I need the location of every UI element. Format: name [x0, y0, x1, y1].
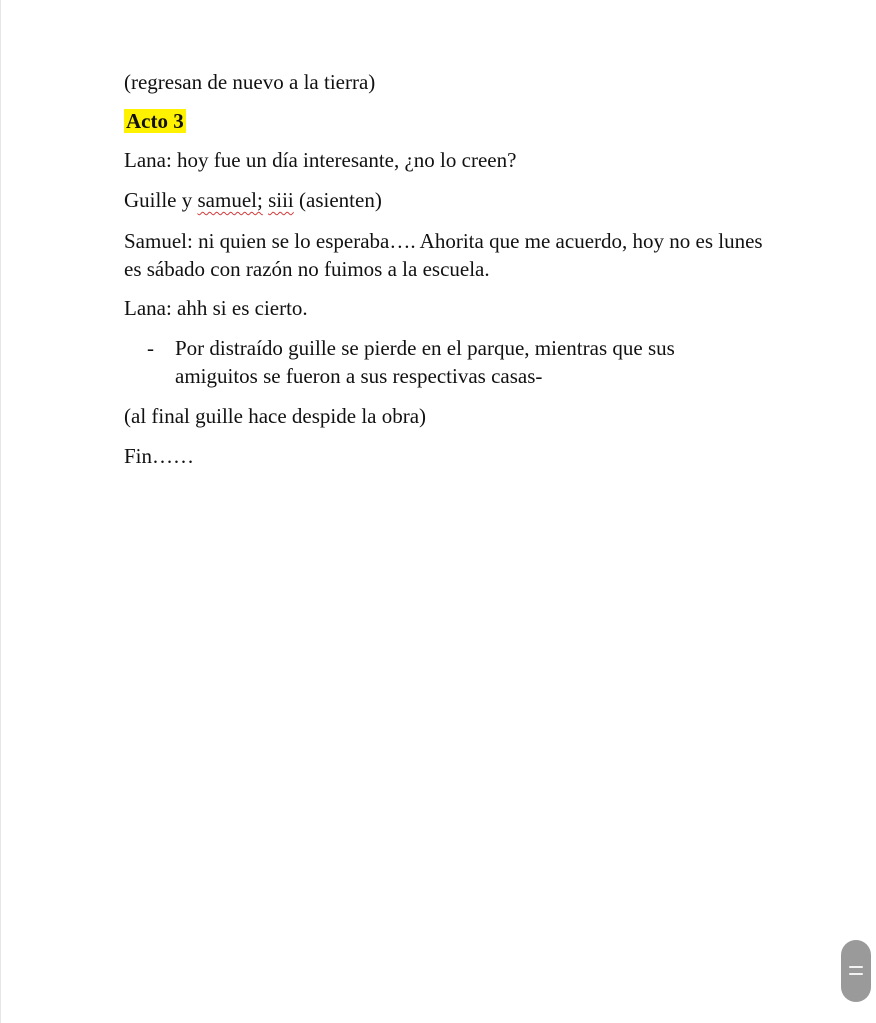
stage-direction-end: (al final guille hace despide la obra) [124, 404, 427, 428]
line-samuel: Samuel: ni quien se lo esperaba…. Ahorita que me acuerdo, hoy no es lunes es sábado con razón no fuimos a la escuela. [124, 229, 763, 281]
line-guille-samuel [124, 186, 382, 214]
line-lana-2: Lana: ahh si es cierto. [124, 296, 308, 320]
line-lana-1: Lana: hoy fue un día interesante, ¿no lo creen? [124, 148, 517, 172]
line-guille-samuel-prefix: Guille y [124, 188, 198, 212]
line-guille-samuel-suffix: (asienten) [293, 188, 382, 212]
spellcheck-word-samuel[interactable]: samuel; [197, 188, 263, 212]
grip-line-icon [849, 973, 863, 975]
bullet-dash: - [147, 336, 154, 360]
scroll-handle[interactable] [841, 940, 871, 1002]
act-heading: Acto 3 [126, 109, 184, 133]
ending-text: Fin…… [124, 444, 195, 468]
grip-line-icon [849, 966, 863, 968]
spellcheck-word-siii[interactable]: siii [268, 188, 294, 212]
bullet-text: Por distraído guille se pierde en el parque, mientras que sus amiguitos se fueron a sus respectivas casas- [175, 336, 675, 388]
stage-direction-return: (regresan de nuevo a la tierra) [124, 70, 376, 94]
act-heading-paragraph [124, 107, 186, 135]
